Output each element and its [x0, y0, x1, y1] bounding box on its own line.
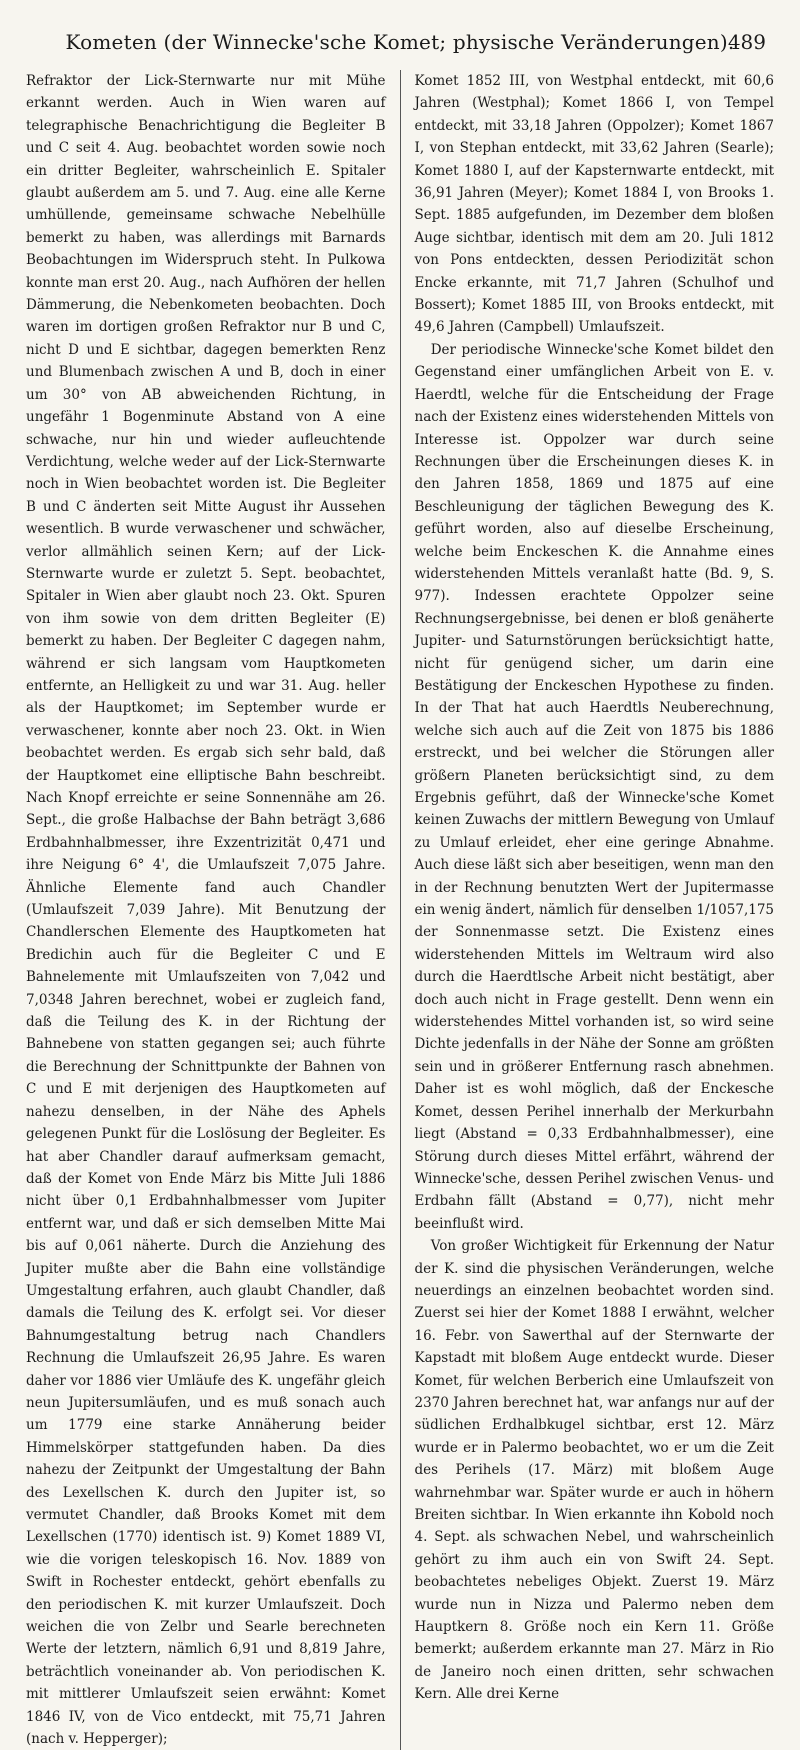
page-number: 489 — [727, 30, 766, 54]
paragraph: Refraktor der Lick-Sternwarte nur mit Mühe erkannt werden. Auch in Wien waren auf telegraphische Benachrichtigung die Begleiter B und C seit 4. Aug. beobachtet worden sowie noch ein dritter Begleiter, wahrscheinlich E. Spitaler glaubt außerdem am 5. und 7. Aug. eine alle Kerne umhüllende, gemeinsame schwache Nebelhülle bemerkt zu haben, was allerdings mit Barnards Beobachtungen im Widerspruch steht. In Pulkowa konnte man erst 20. Aug., nach Aufhören der hellen Dämmerung, die Nebenkometen beobachten. Doch waren im dortigen großen Refraktor nur B und C, nicht D und E sichtbar, dagegen bemerkten Renz und Blumenbach zwischen A und B, doch in einer um 30° von AB abweichenden Richtung, in ungefähr 1 Bogenminute Abstand von A eine schwache, nur hin und wieder aufleuchtende Verdichtung, welche weder auf der Lick-Sternwarte noch in Wien beobachtet worden ist. Die Begleiter B und C änderten seit Mitte August ihr Aussehen wesentlich. B wurde verwaschener und schwächer, verlor allmählich seinen Kern; auf der Lick-Sternwarte wurde er zuletzt 5. Sept. beobachtet, Spitaler in Wien aber glaubt noch 23. Okt. Spuren von ihm sowie von dem dritten Begleiter (E) bemerkt zu haben. Der Begleiter C dagegen nahm, während er sich langsam vom Hauptkometen entfernte, an Helligkeit zu und war 31. Aug. heller als der Hauptkomet; im September wurde er verwaschener, konnte aber noch 23. Okt. in Wien beobachtet werden. Es ergab sich sehr bald, daß der Hauptkomet eine elliptische Bahn beschreibt. Nach Knopf erreichte er seine Sonnennähe am 26. Sept., die große Halbachse der Bahn beträgt 3,686 Erdbahnhalbmesser, ihre Exzentrizität 0,471 und ihre Neigung 6° 4', die Umlaufszeit 7,075 Jahre. Ähnliche Elemente fand auch Chandler (Umlaufszeit 7,039 Jahre). Mit Benutzung der Chandlerschen Elemente des Hauptkometen hat Bredichin auch für die Begleiter C und E Bahnelemente mit Umlaufszeiten von 7,042 und 7,0348 Jahren berechnet, wobei er zugleich fand, daß die Teilung des K. in der Richtung der Bahnebene von statten gegangen sei; auch führte die Berechnung der Schnittpunkte der Bahnen von C und E mit derjenigen des Hauptkometen auf nahezu denselben, in der Nähe des Aphels gelegenen Punkt für die Loslösung der Begleiter. Es hat aber Chandler darauf aufmerksam gemacht, daß der Komet von Ende März bis Mitte Juli 1886 nicht über 0,1 Erdbahnhalbmesser vom Jupiter entfernt war, und daß er sich demselben Mitte Mai bis auf 0,061 näherte. Durch die Anziehung des Jupiter mußte aber die Bahn eine vollständige Umgestaltung erfahren, auch glaubt Chandler, daß damals die Teilung des K. erfolgt sei. Vor dieser Bahnumgestaltung betrug nach Chandlers Rechnung die Umlaufszeit 26,95 Jahre. Es waren daher vor 1886 vier Umläufe des K. ungefähr gleich neun Jupitersumläufen, und es muß sonach auch um 1779 eine starke Annäherung beider Himmelskörper stattgefunden haben. Da dies nahezu der Zeitpunkt der Umgestaltung der Bahn des Lexellschen K. durch den Jupiter ist, so vermutet Chandler, daß Brooks Komet mit dem Lexellschen (1770) identisch ist. 9) Komet 1889 VI, wie die vorigen teleskopisch 16. Nov. 1889 von Swift in Rochester entdeckt, gehört ebenfalls zu den periodischen K. mit kurzer Umlaufszeit. Doch weichen die von Zelbr und Searle berechneten Werte der letztern, nämlich 6,91 und 8,819 Jahre, beträchtlich voneinander ab. Von periodischen K. mit mittlerer Umlaufszeit seien erwähnt: Komet 1846 IV, von de Vico entdeckt, mit 75,71 Jahren (nach v. Hepperger); — [26, 73, 386, 1748]
paragraph: Der periodische Winnecke'sche Komet bildet den Gegenstand einer umfänglichen Arbeit von E. v. Haerdtl, welche für die Entscheidung der Frage nach der Existenz eines widerstehenden Mittels von Interesse ist. Oppolzer war durch seine Rechnungen über die Erscheinungen dieses K. in den Jahren 1858, 1869 und 1875 auf eine Beschleunigung der täglichen Bewegung des K. geführt worden, also auf dieselbe Erscheinung, welche beim Enckeschen K. die Annahme eines widerstehenden Mittels veranlaßt hatte (Bd. 9, S. 977). Indessen erachtete Oppolzer seine Rechnungsergebnisse, bei denen er bloß genäherte Jupiter- und Saturnstörungen berücksichtigt hatte, nicht für genügend sicher, um darin eine Bestätigung der Enckeschen Hypothese zu finden. In der That hat auch Haerdtls Neuberechnung, welche sich auch auf die Zeit von 1875 bis 1886 erstreckt, und bei welcher die Störungen aller größern Planeten berücksichtigt sind, zu dem Ergebnis geführt, daß der Winnecke'sche Komet keinen Zuwachs der mittlern Bewegung von Umlauf zu Umlauf erleidet, eher eine geringe Abnahme. Auch diese läßt sich aber beseitigen, wenn man den in der Rechnung benutzten Wert der Jupitermasse ein wenig ändert, nämlich für denselben 1/1057,175 der Sonnenmasse setzt. Die Existenz eines widerstehenden Mittels im Weltraum wird also durch die Haerdtlsche Arbeit nicht bestätigt, aber doch auch nicht in Frage gestellt. Denn wenn ein widerstehendes Mittel vorhanden ist, so wird seine Dichte jedenfalls in der Nähe der Sonne am größten sein und in größerer Entfernung rasch abnehmen. Daher ist es wohl möglich, daß der Enckesche Komet, dessen Perihel innerhalb der Merkurbahn liegt (Abstand = 0,33 Erdbahnhalbmesser), eine Störung durch dieses Mittel erfährt, während der Winnecke'sche, dessen Perihel zwischen Venus- und Erdbahn fällt (Abstand = 0,77), nicht mehr beeinflußt wird. — [414, 341, 775, 1232]
right-column — [415, 70, 775, 1750]
column-divider — [400, 70, 401, 1750]
left-column — [26, 70, 386, 1750]
page-header — [26, 30, 774, 70]
text-columns — [26, 70, 774, 1750]
paragraph: Komet 1852 III, von Westphal entdeckt, mit 60,6 Jahren (Westphal); Komet 1866 I, von Tempel entdeckt, mit 33,18 Jahren (Oppolzer); Komet 1867 I, von Stephan entdeckt, mit 33,62 Jahren (Searle); Komet 1880 I, auf der Kapsternwarte entdeckt, mit 36,91 Jahren (Meyer); Komet 1884 I, von Brooks 1. Sept. 1885 aufgefunden, im Dezember dem bloßen Auge sichtbar, identisch mit dem am 20. Juli 1812 von Pons entdeckten, dessen Periodizität schon Encke erkannte, mit 71,7 Jahren (Schulhof und Bossert); Komet 1885 III, von Brooks entdeckt, mit 49,6 Jahren (Campbell) Umlaufszeit. — [414, 73, 774, 336]
paragraph: Von großer Wichtigkeit für Erkennung der Natur der K. sind die physischen Veränderungen, welche neuerdings an einzelnen beobachtet worden sind. Zuerst sei hier der Komet 1888 I erwähnt, welcher 16. Febr. von Sawerthal auf der Sternwarte der Kapstadt mit bloßem Auge entdeckt wurde. Dieser Komet, für welchen Berberich eine Umlaufszeit von 2370 Jahren berechnet hat, war anfangs nur auf der südlichen Erdhalbkugel sichtbar, erst 12. März wurde er in Palermo beobachtet, wo er um die Zeit des Perihels (17. März) mit bloßem Auge wahrnehmbar war. Später wurde er auch in höhern Breiten sichtbar. In Wien erkannte ihn Kobold noch 4. Sept. als schwachen Nebel, und wahrscheinlich gehört zu ihm auch ein von Swift 24. Sept. beobachtetes nebeliges Objekt. Zuerst 19. März wurde nun in Nizza und Palermo neben dem Hauptkern 8. Größe noch ein Kern 11. Größe bemerkt; außerdem erkannte man 27. März in Rio de Janeiro noch einen dritten, sehr schwachen Kern. Alle drei Kerne — [414, 1238, 774, 1703]
running-title: Kometen (der Winnecke'sche Komet; physische Veränderungen). — [65, 30, 735, 54]
